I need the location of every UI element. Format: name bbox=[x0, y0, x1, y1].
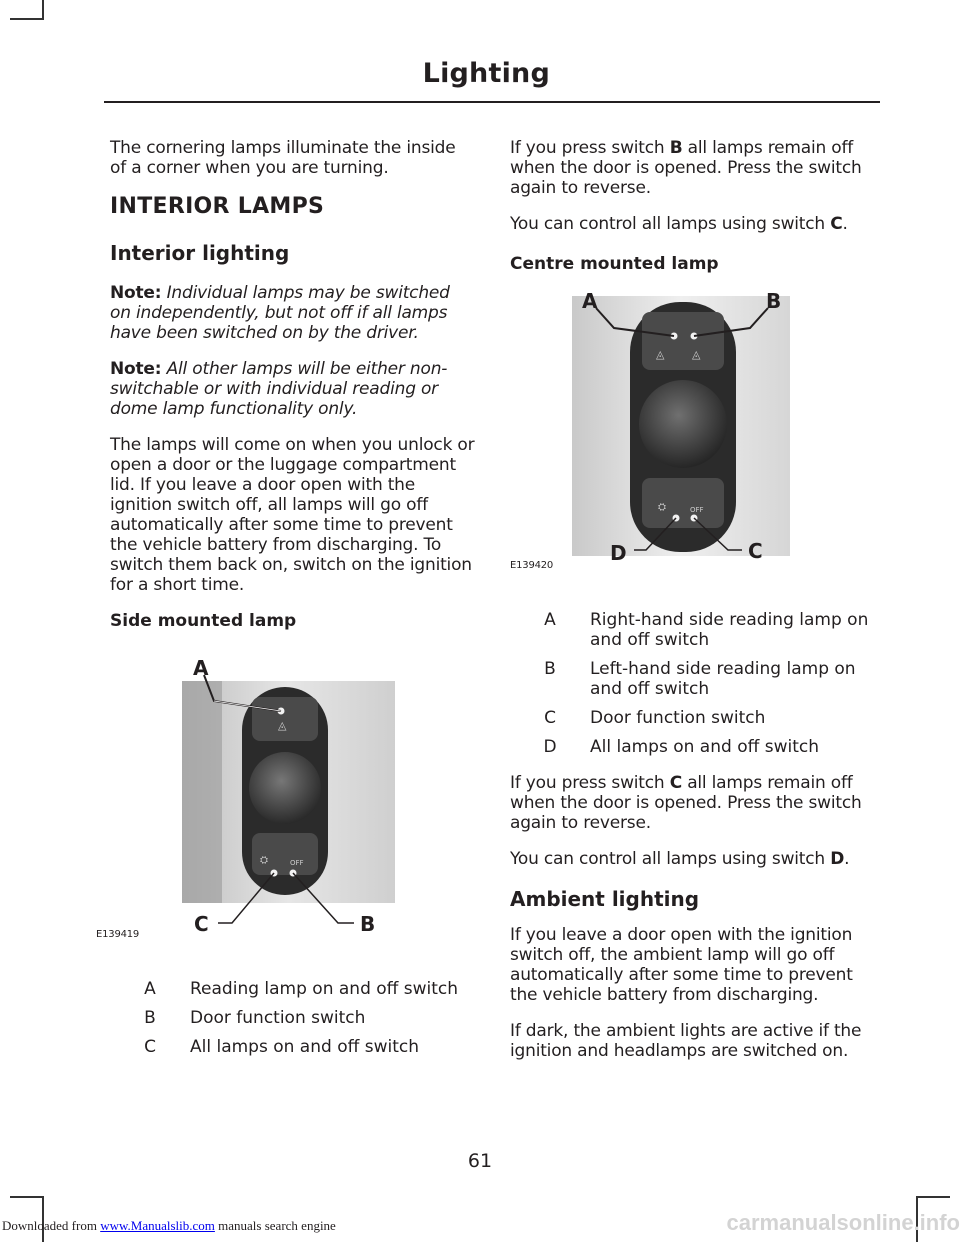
text: You can control all lamps using switch bbox=[510, 214, 831, 234]
left-column bbox=[96, 138, 475, 1073]
lamps-paragraph: The lamps will come on when you unlock or open a door or the luggage compartment lid. If you leave a door open with the ignition switch off, all lamps will go off automatically after some time to prevent the vehicle battery from discharging. To switch them back on, switch on the ignition for a short time. bbox=[110, 435, 475, 595]
lower-switches bbox=[252, 833, 318, 875]
legend-text: Door function switch bbox=[190, 1008, 366, 1028]
figure-heading: Side mounted lamp bbox=[110, 611, 297, 631]
side-lamp-legend bbox=[110, 979, 475, 1057]
lens bbox=[249, 752, 321, 824]
switch-b-paragraph bbox=[510, 138, 875, 198]
section-heading: INTERIOR LAMPS bbox=[110, 194, 325, 219]
legend-text: Right-hand side reading lamp on and off switch bbox=[590, 610, 869, 650]
crop-mark-top-left bbox=[42, 0, 44, 18]
page-title: Lighting bbox=[422, 58, 550, 89]
ambient-paragraph-2: If dark, the ambient lights are active if the ignition and headlamps are switched on. bbox=[510, 1021, 862, 1061]
off-text: OFF bbox=[290, 859, 304, 867]
legend-key: C bbox=[544, 708, 556, 728]
header-divider bbox=[104, 101, 880, 103]
note-text: All other lamps will be either non-switchable or with individual reading or dome lamp functionality only. bbox=[110, 359, 448, 419]
crop-mark-top-left bbox=[10, 18, 44, 20]
legend-text: Door function switch bbox=[590, 708, 766, 728]
side-lamp-illustration bbox=[110, 651, 475, 961]
text: . bbox=[844, 849, 850, 869]
switch-c-paragraph bbox=[510, 214, 875, 234]
footer-text: Downloaded from bbox=[2, 1218, 101, 1233]
legend-text: All lamps on and off switch bbox=[190, 1037, 419, 1057]
text: If you press switch bbox=[510, 138, 670, 158]
switch-key: D bbox=[830, 849, 845, 869]
legend-key: B bbox=[544, 659, 556, 679]
legend-key: C bbox=[144, 1037, 156, 1057]
legend-row bbox=[510, 659, 875, 699]
legend-row bbox=[110, 1008, 475, 1028]
lens bbox=[639, 380, 727, 468]
reading-lamp-icon: ◬ bbox=[278, 719, 287, 732]
centre-lamp-illustration bbox=[510, 288, 875, 588]
crop-mark-bottom-right bbox=[916, 1196, 950, 1198]
legend-key: A bbox=[144, 979, 156, 999]
text: If you press switch bbox=[510, 773, 670, 793]
footer-text: manuals search engine bbox=[214, 1218, 336, 1233]
right-column bbox=[510, 138, 875, 1077]
lower-switches bbox=[642, 478, 724, 528]
switch-key: B bbox=[669, 138, 683, 158]
switch-key: C bbox=[830, 214, 843, 234]
legend-row bbox=[110, 979, 475, 999]
legend-key: B bbox=[144, 1008, 156, 1028]
legend-row bbox=[510, 610, 875, 650]
legend-row bbox=[510, 708, 875, 728]
text: all lamps remain off when the door is opened. Press the switch again to reverse. bbox=[510, 773, 862, 833]
note-2 bbox=[110, 359, 475, 419]
crop-mark-bottom-left bbox=[10, 1196, 44, 1198]
callout-label-a: A bbox=[193, 656, 209, 680]
figure-id: E139419 bbox=[96, 929, 140, 940]
figure-heading: Centre mounted lamp bbox=[510, 254, 719, 274]
intro-paragraph: The cornering lamps illuminate the inside of a corner when you are turning. bbox=[110, 138, 456, 178]
watermark: carmanualsonline.info bbox=[726, 1210, 960, 1235]
note-text: Individual lamps may be switched on independently, but not off if all lamps have been switched on by the driver. bbox=[110, 283, 450, 343]
subsection-heading: Ambient lighting bbox=[510, 887, 700, 911]
callout-label-b: B bbox=[766, 289, 782, 313]
callout-label-c: C bbox=[748, 539, 763, 563]
callout-label-c: C bbox=[194, 912, 209, 936]
reading-lamp-switches bbox=[642, 312, 724, 370]
legend-key: A bbox=[544, 610, 556, 630]
legend-text: Reading lamp on and off switch bbox=[190, 979, 459, 999]
centre-lamp-figure bbox=[510, 288, 875, 588]
note-1 bbox=[110, 283, 475, 343]
reading-lamp-icon: ◬ bbox=[692, 348, 701, 361]
legend-row bbox=[510, 737, 875, 757]
page-number: 61 bbox=[467, 1150, 493, 1172]
manualslib-link[interactable]: www.Manualslib.com bbox=[100, 1218, 215, 1233]
text: all lamps remain off when the door is opened. Press the switch again to reverse. bbox=[510, 138, 862, 198]
side-lamp-figure bbox=[96, 651, 475, 961]
callout-label-b: B bbox=[360, 912, 376, 936]
callout-label-d: D bbox=[610, 541, 627, 565]
switch-c-behaviour-paragraph bbox=[510, 773, 875, 833]
legend-text: Left-hand side reading lamp on and off switch bbox=[590, 659, 856, 699]
off-text: OFF bbox=[690, 506, 704, 514]
footer bbox=[2, 1218, 336, 1234]
note-label: Note: bbox=[110, 359, 162, 379]
text: You can control all lamps using switch bbox=[510, 849, 831, 869]
ambient-paragraph-1: If you leave a door open with the ignition switch off, the ambient lamp will go off automatically after some time to prevent the vehicle battery from discharging. bbox=[510, 925, 853, 1005]
photo-shadow bbox=[182, 681, 222, 903]
legend-key: D bbox=[543, 737, 557, 757]
legend-text: All lamps on and off switch bbox=[590, 737, 819, 757]
door-icon: ⛭ bbox=[260, 855, 268, 866]
callout-label-a: A bbox=[582, 289, 598, 313]
note-label: Note: bbox=[110, 283, 162, 303]
switch-key: C bbox=[669, 773, 682, 793]
centre-lamp-legend bbox=[510, 610, 875, 757]
legend-row bbox=[110, 1037, 475, 1057]
switch-d-paragraph bbox=[510, 849, 875, 869]
figure-id: E139420 bbox=[510, 560, 554, 571]
door-icon: ⛭ bbox=[658, 502, 666, 513]
reading-lamp-icon: ◬ bbox=[656, 348, 665, 361]
text: . bbox=[842, 214, 848, 234]
subsection-heading: Interior lighting bbox=[110, 241, 290, 265]
